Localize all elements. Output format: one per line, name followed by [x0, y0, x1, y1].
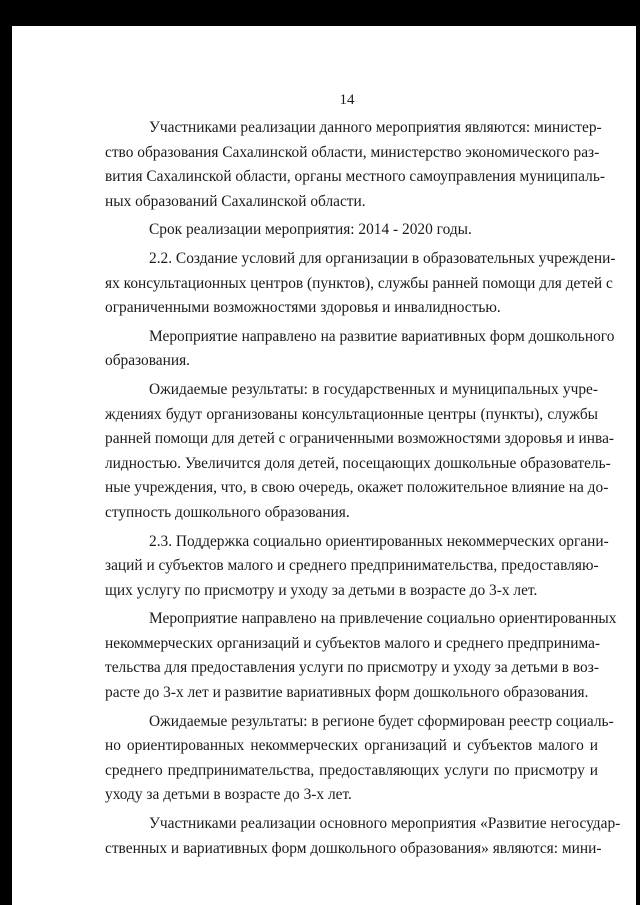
text-line: ных образований Сахалинской области. — [105, 192, 366, 210]
text-line: ранней помощи для детей с ограниченными возможностями здоровья и инва- — [105, 430, 615, 448]
paragraph — [105, 378, 615, 526]
paragraph — [105, 710, 614, 808]
text-line: ступность дошкольного образования. — [105, 503, 350, 521]
text-line: лидностью. Увеличится доля детей, посещающих дошкольные образователь- — [105, 454, 611, 472]
text-line: ственных и вариативных форм дошкольного образования» являются: мини- — [105, 839, 602, 857]
page-number: 14 — [339, 92, 355, 108]
text-line: Срок реализации мероприятия: 2014 - 2020 годы. — [149, 221, 472, 239]
text-line: ограниченными возможностями здоровья и инвалидностью. — [105, 299, 501, 317]
text-line: Ожидаемые результаты: в регионе будет сформирован реестр социаль- — [149, 712, 614, 730]
text-line: расте до 3-х лет и развитие вариативных форм дошкольного образования. — [105, 684, 589, 702]
text-line: среднего предпринимательства, предоставляющих услуги по присмотру и — [105, 761, 598, 779]
text-line: 2.2. Создание условий для организации в образовательных учреждени- — [149, 249, 616, 267]
paragraph — [105, 325, 615, 374]
text-line: Ожидаемые результаты: в государственных и муниципальных учре- — [149, 380, 598, 398]
text-line: щих услугу по присмотру и уходу за детьми в возрасте до 3-х лет. — [105, 581, 538, 599]
text-line: уходу за детьми в возрасте до 3-х лет. — [105, 786, 352, 804]
text-line: 2.3. Поддержка социально ориентированных некоммерческих органи- — [149, 532, 609, 550]
paragraph — [105, 247, 616, 321]
text-line: тельства для предоставления услуги по присмотру и уходу за детьми в воз- — [105, 659, 599, 677]
scan-left-border — [0, 0, 12, 905]
text-line: Участниками реализации основного мероприятия «Развитие негосудар- — [149, 815, 621, 833]
paragraph — [105, 218, 598, 243]
text-line: некоммерческих организаций и субъектов малого и среднего предпринима- — [105, 634, 601, 652]
text-line: заций и субъектов малого и среднего предпринимательства, предоставляю- — [105, 557, 599, 575]
text-line: ждениях будут организованы консультационные центры (пункты), службы — [105, 405, 598, 423]
paragraph — [105, 530, 609, 604]
paragraph — [105, 607, 617, 705]
paragraph — [105, 812, 621, 861]
text-line: ях консультационных центров (пунктов), службы ранней помощи для детей с — [105, 274, 613, 292]
text-line: Мероприятие направлено на развитие вариативных форм дошкольного — [149, 327, 615, 345]
text-line: Участниками реализации данного мероприятия являются: министер- — [149, 119, 602, 136]
text-line: вития Сахалинской области, органы местного самоуправления муниципаль- — [105, 168, 605, 186]
text-line: Мероприятие направлено на привлечение социально ориентированных — [149, 610, 617, 628]
document-body — [105, 116, 621, 865]
text-line: ные учреждения, что, в свою очередь, окажет положительное влияние на до- — [105, 479, 609, 497]
paragraph — [105, 116, 605, 214]
text-line: но ориентированных некоммерческих организаций и субъектов малого и — [105, 737, 598, 755]
scan-right-border — [636, 0, 640, 905]
text-line: ство образования Сахалинской области, министерство экономического раз- — [105, 143, 600, 161]
scan-top-border — [0, 0, 640, 26]
text-line: образования. — [105, 352, 191, 370]
